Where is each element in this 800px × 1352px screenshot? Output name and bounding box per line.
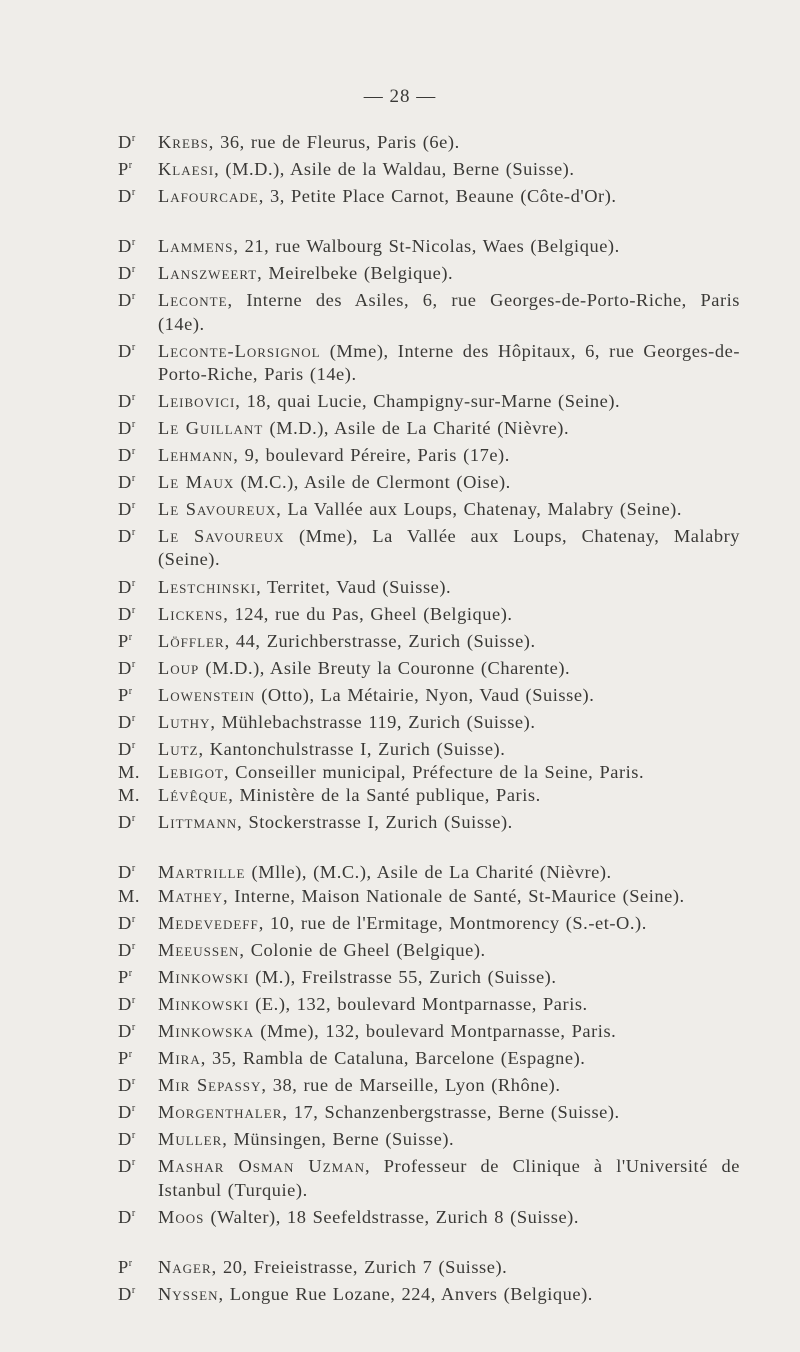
list-item [0, 440, 740, 467]
entry-address: , Territet, Vaud (Suisse). [256, 576, 452, 597]
entry-name: Lutz [158, 739, 199, 760]
entry-name: Lammens [158, 236, 234, 257]
entry-title-letter: D [118, 993, 132, 1014]
entry-name: Morgenthaler [158, 1102, 283, 1123]
entry-name: Lafourcade [158, 186, 259, 207]
list-item [0, 935, 740, 962]
entry-name: Littmann [158, 812, 238, 833]
entry-name: Luthy [158, 711, 211, 732]
list-item [0, 154, 740, 181]
list-item [0, 386, 740, 413]
entry-title [118, 386, 158, 413]
entry-title [118, 680, 158, 707]
list-item [0, 1097, 740, 1124]
entry-title [118, 285, 158, 312]
list-item [0, 285, 740, 335]
list-item [0, 572, 740, 599]
entry-title-sup: r [131, 291, 136, 303]
entry-address: , 36, rue de Fleurus, Paris (6e). [208, 132, 460, 152]
entry-title-sup: r [131, 341, 136, 353]
entry-title [118, 413, 158, 440]
entry-title [118, 707, 158, 734]
list-item [0, 1124, 740, 1151]
entry-title-sup: r [128, 160, 133, 172]
entry-address: , Ministère de la Santé publique, Paris. [228, 785, 541, 806]
entry-title-sup: r [131, 863, 136, 875]
entry-name: Löffler [158, 630, 225, 651]
entry-title [118, 467, 158, 494]
entry-name: Mathey [158, 885, 223, 906]
entry-title-letter: D [118, 445, 132, 466]
entry-title [118, 1070, 158, 1097]
entry-address: (Mme), 132, boulevard Montparnasse, Paris. [254, 1021, 617, 1041]
entry-title-letter: P [118, 684, 129, 705]
entry-address: , 17, Schanzenbergstrasse, Berne (Suisse). [282, 1102, 620, 1123]
entry-title-letter: D [118, 711, 132, 732]
entry-title [118, 154, 158, 181]
entry-title [118, 1097, 158, 1124]
list-item [0, 807, 740, 834]
entry-title-sup: r [131, 577, 136, 589]
entry-title-sup: r [131, 391, 136, 403]
entry-address: , Interne des Asiles, 6, rue Georges-de-Porto-Riche, Paris (14e). [158, 290, 740, 334]
entry-title-letter: D [118, 186, 132, 207]
entry-title [118, 127, 158, 154]
entry-title-sup: r [131, 940, 136, 952]
entry-title-sup: r [131, 813, 136, 825]
entry-name: Mira [158, 1048, 201, 1069]
entry-title-letter: D [118, 526, 132, 547]
entry-address: , Interne, Maison Nationale de Santé, St-Maurice (Seine). [222, 885, 685, 906]
entry-title [118, 653, 158, 680]
entry-title-letter: D [118, 812, 132, 833]
entry-title-letter: D [118, 390, 132, 411]
entry-group [0, 231, 800, 834]
entry-name: Martrille [158, 862, 246, 883]
entry-address: , 3, Petite Place Carnot, Beaune (Côte-d'Or). [258, 186, 617, 207]
entry-address: , Longue Rue Lozane, 224, Anvers (Belgique). [218, 1283, 593, 1304]
entry-name: Lévêque [158, 785, 229, 806]
list-item [0, 1016, 740, 1043]
entry-title-sup: r [131, 1207, 136, 1219]
list-item [0, 599, 740, 626]
list-item [0, 1043, 740, 1070]
list-item [0, 1070, 740, 1097]
entry-address: , La Vallée aux Loups, Chatenay, Malabry (Seine). [276, 499, 682, 520]
list-item [0, 1202, 740, 1229]
list-item [0, 707, 740, 734]
entry-title-letter: D [118, 912, 132, 933]
entry-address: , Mühlebachstrasse 119, Zurich (Suisse). [210, 711, 536, 732]
entry-title [118, 231, 158, 258]
entry-title-sup: r [131, 1130, 136, 1142]
entry-title-letter: D [118, 603, 132, 624]
entry-name: Le Maux [158, 472, 235, 493]
entry-title [118, 989, 158, 1016]
entry-title-letter: D [118, 739, 132, 760]
entry-title [118, 599, 158, 626]
entry-name: Leconte [158, 290, 228, 311]
entry-title-letter: P [118, 159, 129, 180]
list-item [0, 734, 740, 761]
list-item [0, 1279, 740, 1306]
list-item [0, 127, 740, 154]
entry-title-letter: P [118, 630, 129, 651]
list-item [0, 467, 740, 494]
list-item [0, 231, 740, 258]
entry-name: Lickens [158, 603, 224, 624]
entry-name: Muller [158, 1129, 223, 1150]
entry-title-letter: D [118, 1283, 132, 1304]
entry-address: , 10, rue de l'Ermitage, Montmorency (S.-et-O.). [258, 912, 647, 933]
entry-address: , 21, rue Walbourg St-Nicolas, Waes (Belgique). [233, 236, 620, 257]
entry-address: (M.D.), Asile Breuty la Couronne (Charente). [199, 657, 571, 678]
entry-title-sup: r [131, 1284, 136, 1296]
entry-title-sup: r [131, 187, 136, 199]
entry-title-letter: D [118, 1156, 132, 1177]
entry-address: (M.D.), Asile de La Charité (Nièvre). [263, 417, 570, 438]
entry-name: Mashar Osman Uzman [158, 1156, 365, 1177]
entry-title-letter: D [118, 1102, 132, 1123]
entry-title [118, 1151, 158, 1178]
entry-name: Lebigot [158, 762, 224, 783]
entry-address: (Mme), La Vallée aux Loups, Chatenay, Malabry (Seine). [158, 526, 741, 570]
entry-title-letter: P [118, 1048, 129, 1069]
entry-title-letter: D [118, 939, 132, 960]
entry-name: Medevedeff [158, 912, 259, 933]
entry-name: Lehmann [158, 445, 234, 466]
entry-title [118, 258, 158, 285]
entry-address: , Conseiller municipal, Préfecture de la Seine, Paris. [223, 762, 645, 783]
entry-name: Lowenstein [158, 684, 256, 705]
entry-name: Minkowska [158, 1021, 255, 1041]
list-item [0, 413, 740, 440]
list-item [0, 989, 740, 1016]
entry-title-sup: r [131, 446, 136, 458]
entry-title-sup: r [128, 685, 133, 697]
entry-title-sup: r [128, 1049, 133, 1061]
entry-name: Loup [158, 657, 200, 678]
entry-name: Krebs [158, 132, 209, 152]
entry-title-sup: r [131, 913, 136, 925]
list-item [0, 885, 740, 908]
list-item [0, 908, 740, 935]
entry-title-sup: r [131, 133, 136, 144]
list-item [0, 680, 740, 707]
entry-title-letter: D [118, 862, 132, 883]
entry-title-sup: r [131, 994, 136, 1006]
entry-address: , Kantonchulstrasse I, Zurich (Suisse). [198, 739, 506, 760]
entry-name: Leconte-Lorsignol [158, 340, 321, 361]
entry-name: Moos [158, 1206, 205, 1227]
entry-title-letter: D [118, 1129, 132, 1150]
entry-name: Nyssen [158, 1283, 219, 1304]
entry-title-sup: r [128, 631, 133, 643]
entry-address: , 35, Rambla de Cataluna, Barcelone (Espagne). [200, 1048, 586, 1069]
entry-title [118, 626, 158, 653]
entry-title-letter: D [118, 236, 132, 257]
entry-address: , 9, boulevard Péreire, Paris (17e). [233, 445, 510, 466]
entry-title [118, 857, 158, 884]
entry-group [0, 857, 800, 1228]
entry-title-letter: D [118, 290, 132, 311]
entry-title-letter: D [118, 499, 132, 520]
list-item [0, 1151, 740, 1201]
entry-address: , 20, Freieistrasse, Zurich 7 (Suisse). [211, 1256, 508, 1277]
entry-title [118, 761, 158, 784]
entry-title-letter: M. [118, 885, 141, 906]
entry-name: Leibovici [158, 390, 236, 411]
list-item [0, 258, 740, 285]
entry-title-letter: D [118, 1206, 132, 1227]
entries-list [0, 127, 800, 1329]
entry-title-sup: r [128, 967, 133, 979]
entry-title-sup: r [131, 658, 136, 670]
entry-title [118, 734, 158, 761]
entry-address: , Meirelbeke (Belgique). [257, 263, 454, 284]
list-item [0, 336, 740, 386]
entry-title [118, 494, 158, 521]
entry-address: (E.), 132, boulevard Montparnasse, Paris. [249, 993, 588, 1014]
entry-title-sup: r [131, 740, 136, 752]
entry-name: Lanszweert [158, 263, 258, 284]
entry-title-letter: D [118, 472, 132, 493]
page-number: — 28 — [363, 86, 437, 107]
entry-title-sup: r [131, 500, 136, 512]
entry-title [118, 935, 158, 962]
entry-title [118, 1202, 158, 1229]
entry-title-letter: D [118, 263, 132, 284]
entry-title-sup: r [131, 418, 136, 430]
entry-title [118, 1043, 158, 1070]
entry-address: , 18, quai Lucie, Champigny-sur-Marne (Seine). [235, 390, 621, 411]
list-item [0, 761, 740, 784]
entry-title [118, 521, 158, 548]
entry-name: Minkowski [158, 993, 250, 1014]
list-item [0, 962, 740, 989]
entry-title-sup: r [131, 1076, 136, 1088]
entry-address: (Mme), Interne des Hôpitaux, 6, rue Georges-de-Porto-Riche, Paris (14e). [158, 340, 740, 384]
entry-title [118, 1252, 158, 1279]
entry-name: Mir Sepassy [158, 1075, 262, 1096]
list-item [0, 181, 740, 208]
entry-title-sup: r [131, 1022, 136, 1033]
entry-title-letter: M. [118, 762, 141, 783]
entry-title [118, 784, 158, 807]
entry-title-sup: r [131, 1103, 136, 1115]
entry-address: , Colonie de Gheel (Belgique). [239, 939, 486, 960]
entry-address: , (M.D.), Asile de la Waldau, Berne (Suisse). [214, 159, 575, 180]
entry-title [118, 181, 158, 208]
entry-address: , 38, rue de Marseille, Lyon (Rhône). [261, 1075, 561, 1096]
entry-address: (Walter), 18 Seefeldstrasse, Zurich 8 (Suisse). [204, 1206, 579, 1227]
entry-title-letter: D [118, 1075, 132, 1096]
entry-address: , Professeur de Clinique à l'Université de Istanbul (Turquie). [158, 1156, 740, 1200]
entry-address: , 44, Zurichberstrasse, Zurich (Suisse). [224, 630, 536, 651]
entry-title-letter: P [118, 966, 129, 987]
list-item [0, 857, 740, 884]
entry-address: , Stockerstrasse I, Zurich (Suisse). [237, 812, 513, 833]
list-item [0, 626, 740, 653]
entry-group [0, 127, 800, 208]
entry-title [118, 440, 158, 467]
entry-title-sup: r [131, 237, 136, 249]
entry-title-letter: D [118, 576, 132, 597]
entry-name: Minkowski [158, 966, 250, 987]
entry-title-letter: M. [118, 785, 141, 806]
entry-title [118, 807, 158, 834]
entry-name: Le Guillant [158, 417, 264, 438]
entry-title-letter: D [118, 1021, 132, 1041]
entry-address: (Otto), La Métairie, Nyon, Vaud (Suisse). [255, 684, 595, 705]
entry-title [118, 1016, 158, 1043]
entry-title-letter: D [118, 657, 132, 678]
entry-address: (M.), Freilstrasse 55, Zurich (Suisse). [249, 966, 557, 987]
entry-title-letter: D [118, 340, 132, 361]
list-item [0, 784, 740, 807]
entry-address: (Mlle), (M.C.), Asile de La Charité (Nièvre). [245, 862, 612, 883]
entry-title-letter: D [118, 132, 132, 152]
list-item [0, 521, 740, 571]
entry-title-sup: r [131, 604, 136, 616]
entry-title-sup: r [131, 264, 136, 276]
entry-address: (M.C.), Asile de Clermont (Oise). [234, 472, 511, 493]
entry-title [118, 336, 158, 363]
entry-address: , 124, rue du Pas, Gheel (Belgique). [223, 603, 513, 624]
entry-title-sup: r [131, 1157, 136, 1169]
entry-title-sup: r [131, 712, 136, 724]
entry-address: , Münsingen, Berne (Suisse). [222, 1129, 455, 1150]
entry-title [118, 908, 158, 935]
entry-title [118, 572, 158, 599]
entry-title [118, 885, 158, 908]
entry-title [118, 1279, 158, 1306]
entry-title-letter: P [118, 1256, 129, 1277]
entry-name: Le Savoureux [158, 499, 277, 520]
list-item [0, 494, 740, 521]
entry-title-sup: r [128, 1257, 133, 1269]
entry-name: Klaesi [158, 159, 215, 180]
entry-name: Meeussen [158, 939, 240, 960]
entry-group [0, 1252, 800, 1306]
entry-name: Nager [158, 1256, 212, 1277]
entry-title-letter: D [118, 417, 132, 438]
entry-title-sup: r [131, 473, 136, 485]
entry-title [118, 1124, 158, 1151]
entry-name: Le Savoureux [158, 526, 285, 547]
entry-title [118, 962, 158, 989]
list-item [0, 653, 740, 680]
list-item [0, 1252, 740, 1279]
entry-name: Lestchinski [158, 576, 257, 597]
entry-title-sup: r [131, 527, 136, 539]
